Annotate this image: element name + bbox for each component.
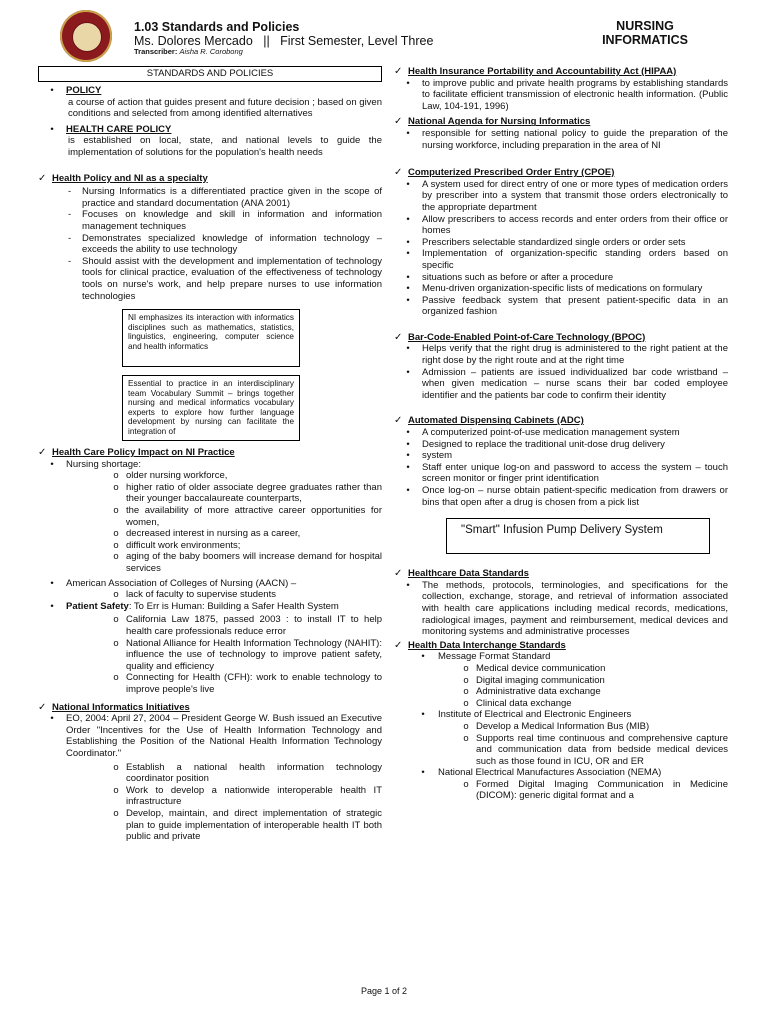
list-item: • Admission – patients are issued individualized bar code wristband – when given medication – nurse scans their bar coded employee identifier and the patients bar code to confirm their identity <box>406 366 728 401</box>
note-box-vocabulary: Essential to practice in an interdisciplinary team Vocabulary Summit – brings together nursing and medical informatics vocabulary experts to explore how further language development by nursing can facilitate the integration of <box>122 375 300 441</box>
list-item: • Staff enter unique log-on and password to access the system – touch screen monitor or finger print identification <box>406 461 728 485</box>
policy-definition: a course of action that guides present and future decision ; based on given conditions and selected from among identified alternatives <box>68 96 382 120</box>
checkmark-icon: ✓ <box>38 447 47 459</box>
hcp-heading: HEALTH CARE POLICY <box>66 123 172 135</box>
checkmark-icon: ✓ <box>394 331 403 343</box>
list-item: • Implementation of organization-specific standing orders based on specific <box>406 248 728 271</box>
list-item: • Menu-driven organization-specific lists of medications on formulary <box>406 283 703 295</box>
right-column <box>394 66 728 802</box>
section-heading: ✓ Health Data Interchange Standards <box>394 639 566 651</box>
list-item: • situations such as before or after a procedure <box>406 271 614 283</box>
list-item: • American Association of Colleges of Nursing (AACN) – <box>50 577 297 589</box>
page-number: Page 1 of 2 <box>360 986 408 996</box>
section-heading: ✓ Bar-Code-Enabled Point-of-Care Technology (BPOC) <box>394 331 646 343</box>
school-seal-logo <box>60 10 112 62</box>
section-heading: ✓ Health Care Policy Impact on NI Practice <box>38 447 235 459</box>
smart-pump-box: "Smart" Infusion Pump Delivery System <box>446 518 710 554</box>
list-item: o lack of faculty to supervise students <box>113 589 276 601</box>
list-item: o Work to develop a nationwide interoperable health IT infrastructure <box>113 784 382 808</box>
list-item: • A computerized point-of-use medication management system <box>406 427 680 439</box>
list-item: o higher ratio of older associate degree graduates rather than their younger baccalaureate counterparts, <box>113 481 382 505</box>
list-item: - Demonstrates specialized knowledge of information technology – exceeds the ability to use technology <box>68 232 382 256</box>
list-item: • A system used for direct entry of one or more types of medication orders by prescriber into a system that transmit those orders electronically to the appropriate department <box>406 178 728 213</box>
list-item: o the availability of more attractive career opportunities for women, <box>113 505 382 528</box>
list-item: o aging of the baby boomers will increase demand for hospital services <box>113 551 382 575</box>
document-subtitle: Ms. Dolores Mercado || First Semester, Level Three <box>134 34 434 48</box>
checkmark-icon: ✓ <box>394 167 403 179</box>
course-name <box>560 20 730 47</box>
list-item: o Supports real time continuous and comprehensive capture and communication data from bedside medical devices such as those found in ICU, OR and ER <box>463 732 728 767</box>
transcriber-line <box>134 47 243 56</box>
list-item: o National Alliance for Health Information Technology (NAHIT): influence the use of technology to improve patient safety, quality and efficiency <box>113 637 382 672</box>
list-item: o Connecting for Health (CFH): work to enable technology to improve people's live <box>113 672 382 695</box>
transcriber-name: Aisha R. Corobong <box>179 47 243 56</box>
list-item: • to improve public and private health programs by establishing standards to facilitate efficient transmission of electronic health information. (Public Law, 104-191, 1996) <box>406 77 728 112</box>
list-item: • Prescribers selectable standardized single orders or order sets <box>406 236 686 248</box>
list-item: o California Law 1875, passed 2003 : to install IT to help health care professionals reduce error <box>113 614 382 637</box>
list-item: • POLICY <box>38 85 382 97</box>
list-item: o Medical device communication <box>463 662 606 674</box>
checkmark-icon: ✓ <box>394 568 403 580</box>
policy-heading: POLICY <box>66 85 102 96</box>
list-item: o Develop a Medical Information Bus (MIB) <box>463 720 650 732</box>
note-box-ni: NI emphasizes its interaction with informatics disciplines such as mathematics, statistics, linguistics, engineering, computer science and health informatics <box>122 309 300 367</box>
list-item: • Allow prescribers to access records and enter orders from their office or homes <box>406 213 728 237</box>
list-item: • Once log-on – nurse obtain patient-specific medication from drawers or bins that open after a drug is chosen from a pick list <box>406 485 728 508</box>
list-item: o Develop, maintain, and direct implementation of strategic plan to guide implementation of interoperable health IT both public and private <box>113 807 382 843</box>
section-heading: ✓ Automated Dispensing Cabinets (ADC) <box>394 415 584 427</box>
section-heading: ✓ National Agenda for Nursing Informatics <box>394 116 591 128</box>
list-item: • system <box>406 450 453 462</box>
checkmark-icon: ✓ <box>394 639 403 651</box>
section-heading: ✓ National Informatics Initiatives <box>38 701 190 713</box>
section-heading: ✓ Healthcare Data Standards <box>394 568 529 580</box>
list-item: o Formed Digital Imaging Communication in Medicine (DICOM): generic digital format and a <box>463 778 728 802</box>
section-box-title: STANDARDS AND POLICIES <box>38 66 382 82</box>
list-item: • Passive feedback system that present patient-specific data in an organized fashion <box>406 294 728 318</box>
list-item: o decreased interest in nursing as a career, <box>113 528 301 540</box>
list-item: o older nursing workforce, <box>113 470 228 482</box>
checkmark-icon: ✓ <box>38 701 47 713</box>
list-item: • Message Format Standard <box>421 651 551 663</box>
section-heading: ✓ Health Policy and NI as a specialty <box>38 172 208 184</box>
list-item: • Helps verify that the right drug is administered to the right patient at the right dose by the right route and at the right time <box>406 343 728 367</box>
checkmark-icon: ✓ <box>394 116 403 128</box>
checkmark-icon: ✓ <box>394 66 403 77</box>
list-item: o Administrative data exchange <box>463 686 601 698</box>
course-line1: NURSING <box>616 19 674 33</box>
list-item: o Clinical data exchange <box>463 697 572 709</box>
checkmark-icon: ✓ <box>38 172 47 184</box>
list-item: • Institute of Electrical and Electronic Engineers <box>421 709 632 721</box>
checkmark-icon: ✓ <box>394 415 403 427</box>
list-item: o difficult work environments; <box>113 539 241 551</box>
list-item: o Establish a national health information technology coordinator position <box>113 761 382 785</box>
document-title: 1.03 Standards and Policies <box>134 20 300 34</box>
list-item: - Nursing Informatics is a differentiated practice given in the scope of practice and standard documentation (ANA 2001) <box>68 186 382 209</box>
list-item: • responsible for setting national policy to guide the preparation of the nursing workforce, including preparation in the area of NI <box>406 127 728 151</box>
list-item: - Should assist with the development and implementation of technology tools for clinical practice, evaluation of the effectiveness of technology tools on nurse's work, and help prepare nurses to use information technologies <box>68 255 382 302</box>
list-item: • The methods, protocols, terminologies, and specifications for the collection, exchange, storage, and retrieval of information associated with health care applications including medical records, medications, radiological images, payment and reimbursement, medical devices and monitoring systems and administrative processes <box>406 579 728 638</box>
list-item: o Digital imaging communication <box>463 674 605 686</box>
list-item: • Nursing shortage: <box>50 458 141 470</box>
list-item: • HEALTH CARE POLICY <box>38 124 382 136</box>
hcp-definition: is established on local, state, and national levels to guide the implementation of solutions for the population's health needs <box>68 135 382 158</box>
left-column <box>38 66 382 843</box>
list-item: • EO, 2004: April 27, 2004 – President George W. Bush issued an Executive Order "Incentives for the Use of Health Information Technology and Establishing the Position of the National Health Information Technology Coordinator." <box>50 713 382 759</box>
list-item: • Designed to replace the traditional unit-dose drug delivery <box>406 438 665 450</box>
transcriber-label: Transcriber: <box>134 47 178 56</box>
list-item: - Focuses on knowledge and skill in information and information management techniques <box>68 209 382 232</box>
list-item: • Patient Safety: To Err is Human: Building a Safer Health System <box>50 600 339 612</box>
section-heading: ✓ Health Insurance Portability and Accountability Act (HIPAA) <box>394 66 677 77</box>
list-item: • National Electrical Manufactures Association (NEMA) <box>421 767 662 779</box>
section-heading: ✓ Computerized Prescribed Order Entry (CPOE) <box>394 167 615 179</box>
course-line2: INFORMATICS <box>602 32 688 47</box>
